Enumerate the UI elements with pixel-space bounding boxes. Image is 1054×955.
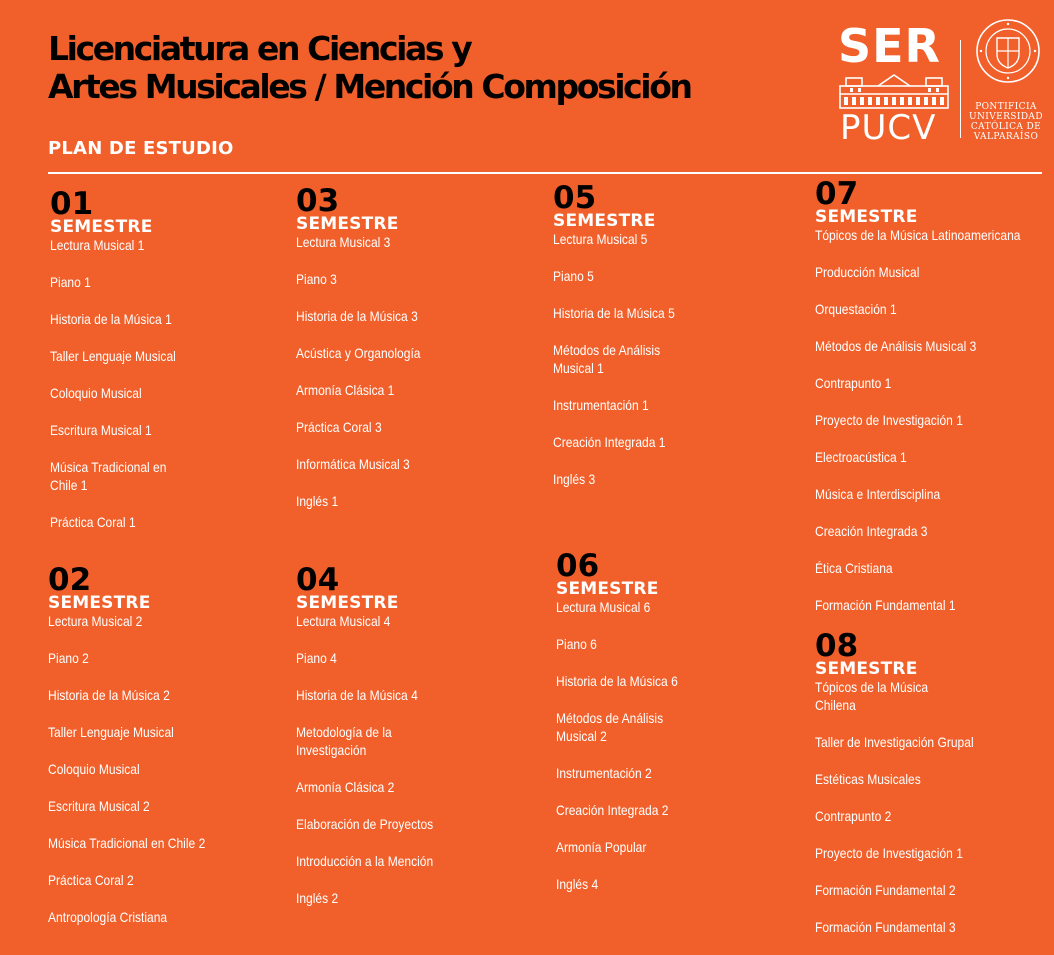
- course-item: Inglés 2: [296, 890, 339, 906]
- course-item: Escritura Musical 2: [48, 798, 150, 814]
- semester-number: 01: [50, 186, 94, 222]
- course-item: Taller de Investigación Grupal: [815, 734, 974, 750]
- course-item: Contrapunto 2: [815, 808, 892, 824]
- course-item: Orquestación 1: [815, 301, 897, 317]
- course-item: Lectura Musical 4: [296, 613, 391, 629]
- course-item: Métodos de Análisis Musical 2: [556, 710, 664, 744]
- course-item: Métodos de Análisis Musical 1: [553, 342, 661, 376]
- course-item: Creación Integrada 2: [556, 802, 669, 818]
- semester-04: [296, 562, 516, 926]
- course-list: [296, 233, 516, 510]
- course-item: Práctica Coral 3: [296, 419, 382, 435]
- ser-pucv-logo: [838, 18, 1043, 153]
- course-item: Formación Fundamental 3: [815, 919, 956, 935]
- semester-05: [553, 180, 783, 507]
- course-item: Informática Musical 3: [296, 456, 410, 472]
- course-item: Coloquio Musical: [50, 385, 142, 401]
- course-list: [815, 678, 1054, 936]
- course-item: Historia de la Música 2: [48, 687, 170, 703]
- course-item: Lectura Musical 1: [50, 237, 145, 253]
- semester-08: [815, 628, 1054, 955]
- course-item: Proyecto de Investigación 1: [815, 412, 963, 428]
- course-item: Piano 1: [50, 274, 91, 290]
- course-item: Contrapunto 1: [815, 375, 892, 391]
- university-line-1: PONTIFICIA: [975, 102, 1037, 112]
- course-item: Lectura Musical 3: [296, 234, 391, 250]
- page-title: [48, 30, 691, 106]
- semester-label: SEMESTRE: [48, 593, 151, 613]
- course-item: Música e Interdisciplina: [815, 486, 941, 502]
- semester-label: SEMESTRE: [815, 659, 918, 679]
- university-name: [966, 102, 1046, 142]
- course-item: Ética Cristiana: [815, 560, 893, 576]
- course-item: Historia de la Música 6: [556, 673, 678, 689]
- course-item: Historia de la Música 5: [553, 305, 675, 321]
- semester-label: SEMESTRE: [815, 207, 918, 227]
- course-item: Práctica Coral 1: [50, 514, 136, 530]
- logo-ser-text: SER: [838, 19, 941, 73]
- course-item: Coloquio Musical: [48, 761, 140, 777]
- course-item: Producción Musical: [815, 264, 920, 280]
- course-item: Escritura Musical 1: [50, 422, 152, 438]
- course-item: Música Tradicional en Chile 1: [50, 459, 167, 493]
- semester-label: SEMESTRE: [296, 593, 399, 613]
- university-line-4: VALPARAÍSO: [973, 132, 1039, 142]
- title-line-2: Artes Musicales / Mención Composición: [48, 67, 691, 106]
- semester-07: [815, 176, 1054, 633]
- course-item: Electroacústica 1: [815, 449, 907, 465]
- semester-number: 08: [815, 628, 859, 664]
- course-item: Creación Integrada 3: [815, 523, 928, 539]
- course-item: Metodología de la Investigación: [296, 724, 392, 758]
- course-item: Inglés 3: [553, 471, 596, 487]
- course-item: Acústica y Organología: [296, 345, 421, 361]
- university-seal-icon: [975, 18, 1041, 84]
- course-item: Estéticas Musicales: [815, 771, 921, 787]
- course-item: Proyecto de Investigación 1: [815, 845, 963, 861]
- course-item: Armonía Popular: [556, 839, 647, 855]
- course-item: Historia de la Música 1: [50, 311, 172, 327]
- course-item: Inglés 1: [296, 493, 339, 509]
- title-line-1: Licenciatura en Ciencias y: [48, 29, 471, 68]
- course-item: Historia de la Música 4: [296, 687, 418, 703]
- semester-label: SEMESTRE: [556, 579, 659, 599]
- semester-number: 02: [48, 562, 92, 598]
- course-item: Antropología Cristiana: [48, 909, 168, 925]
- course-item: Lectura Musical 5: [553, 231, 648, 247]
- university-line-3: CATÓLICA DE: [970, 122, 1042, 132]
- semester-number: 06: [556, 548, 600, 584]
- course-list: [553, 230, 783, 488]
- building-icon: [838, 72, 950, 110]
- course-item: Lectura Musical 6: [556, 599, 651, 615]
- course-item: Instrumentación 2: [556, 765, 652, 781]
- plan-subtitle: PLAN DE ESTUDIO: [48, 138, 234, 159]
- course-item: Práctica Coral 2: [48, 872, 134, 888]
- semester-06: [556, 548, 786, 912]
- semester-label: SEMESTRE: [50, 217, 153, 237]
- course-item: Inglés 4: [556, 876, 599, 892]
- course-list: [556, 598, 786, 893]
- course-item: Tópicos de la Música Latinoamericana: [815, 227, 1021, 243]
- course-item: Piano 5: [553, 268, 594, 284]
- course-item: Piano 4: [296, 650, 337, 666]
- university-line-2: UNIVERSIDAD: [969, 112, 1043, 122]
- course-item: Formación Fundamental 1: [815, 597, 956, 613]
- semester-01: [50, 186, 240, 550]
- divider-line: [48, 172, 1042, 174]
- semester-03: [296, 183, 516, 529]
- semester-02: [48, 562, 278, 945]
- course-item: Música Tradicional en Chile 2: [48, 835, 206, 851]
- course-item: Historia de la Música 3: [296, 308, 418, 324]
- course-item: Lectura Musical 2: [48, 613, 143, 629]
- course-list: [296, 612, 516, 907]
- course-item: Armonía Clásica 2: [296, 779, 395, 795]
- course-item: Taller Lenguaje Musical: [48, 724, 174, 740]
- course-item: Formación Fundamental 2: [815, 882, 956, 898]
- course-list: [50, 236, 240, 531]
- semester-number: 05: [553, 180, 597, 216]
- course-item: Tópicos de la Música Chilena: [815, 679, 929, 713]
- course-list: [48, 612, 278, 926]
- course-item: Piano 3: [296, 271, 337, 287]
- course-item: Taller Lenguaje Musical: [50, 348, 176, 364]
- semester-number: 04: [296, 562, 340, 598]
- course-item: Piano 6: [556, 636, 597, 652]
- course-item: Métodos de Análisis Musical 3: [815, 338, 977, 354]
- semester-number: 03: [296, 183, 340, 219]
- logo-pucv-text: PUCV: [840, 108, 937, 148]
- course-item: Creación Integrada 1: [553, 434, 666, 450]
- semester-label: SEMESTRE: [296, 214, 399, 234]
- course-item: Introducción a la Mención: [296, 853, 434, 869]
- course-item: Elaboración de Proyectos: [296, 816, 434, 832]
- semester-label: SEMESTRE: [553, 211, 656, 231]
- course-list: [815, 226, 1054, 614]
- semester-number: 07: [815, 176, 859, 212]
- course-item: Instrumentación 1: [553, 397, 649, 413]
- logo-divider: [960, 40, 961, 138]
- course-item: Piano 2: [48, 650, 89, 666]
- course-item: Armonía Clásica 1: [296, 382, 395, 398]
